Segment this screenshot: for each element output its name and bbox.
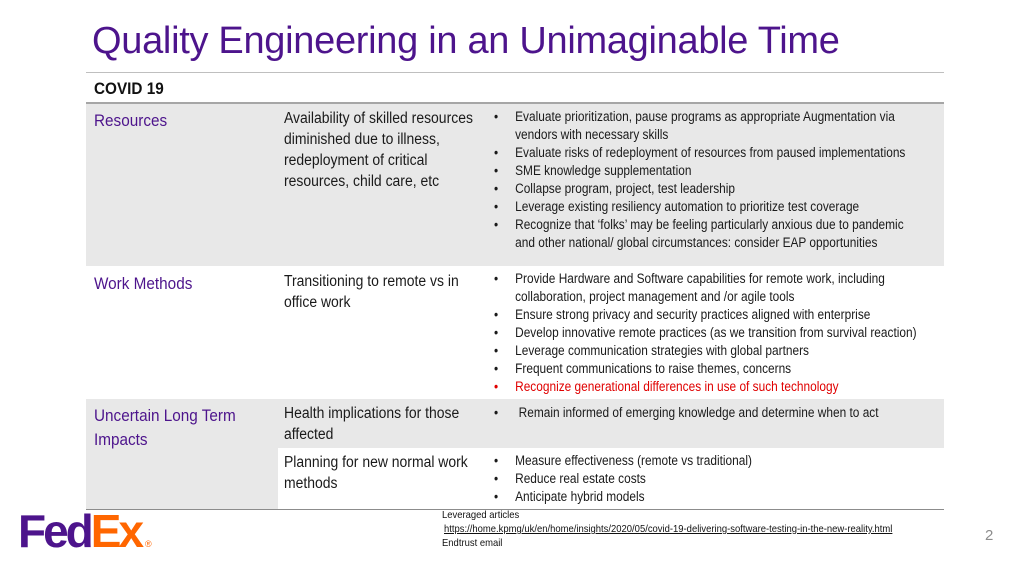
row-issue-resources: Availability of skilled resources diminished due to illness, redeployment of critical resources, child care, etc: [284, 110, 473, 190]
bullet-icon: •: [494, 379, 499, 394]
list-item-highlight: • Recognize generational differences in use of such technology: [494, 379, 839, 394]
action-list-work-methods: [494, 270, 988, 396]
source-link-row: [444, 523, 892, 535]
list-item: • SME knowledge supplementation: [494, 163, 692, 178]
fedex-logo: FedEx ®: [18, 505, 152, 557]
source-note: Endtrust email: [442, 537, 503, 549]
bullet-icon: •: [494, 307, 499, 322]
bullet-icon: •: [494, 271, 499, 286]
row-issue-new-normal: Planning for new normal work methods: [284, 454, 468, 492]
list-item: • Frequent communications to raise themes, concerns: [494, 361, 792, 376]
list-item: • Reduce real estate costs: [494, 471, 646, 486]
title-divider: [86, 72, 944, 73]
row-issue-work-methods: Transitioning to remote vs in office work: [284, 273, 459, 311]
bullet-icon: •: [494, 163, 499, 178]
list-item: • Evaluate risks of redeployment of resources from paused implementations: [494, 145, 906, 160]
bullet-icon: •: [494, 471, 499, 486]
list-item: • Recognize that ‘folks’ may be feeling particularly anxious due to pandemic and other national/ global circumstances: consider EAP opportunities: [494, 217, 904, 250]
action-list-new-normal: [494, 452, 988, 506]
bullet-icon: •: [494, 199, 499, 214]
action-list-resources: [494, 108, 988, 252]
page-number: 2: [985, 527, 994, 544]
row-band-long-term-label: [86, 448, 278, 509]
sources-title: Leveraged articles: [442, 509, 520, 521]
bullet-icon: •: [494, 145, 499, 160]
row-label-resources: Resources: [94, 111, 168, 130]
list-item: • Measure effectiveness (remote vs traditional): [494, 453, 752, 468]
bullet-icon: •: [494, 109, 499, 124]
bullet-icon: •: [494, 453, 499, 468]
bullet-icon: •: [494, 325, 499, 340]
row-label-work-methods: Work Methods: [94, 274, 193, 293]
bullet-icon: •: [494, 217, 499, 232]
list-item: • Leverage existing resiliency automation to prioritize test coverage: [494, 199, 860, 214]
bullet-icon: •: [494, 405, 499, 420]
list-item: • Provide Hardware and Software capabilities for remote work, including collaboration, project management and /or agile tools: [494, 271, 885, 304]
source-link[interactable]: https://home.kpmg/uk/en/home/insights/2020/05/covid-19-delivering-software-testing-in-the-new-reality.html: [444, 523, 893, 535]
list-item: • Remain informed of emerging knowledge and determine when to act: [494, 405, 879, 420]
list-item: • Develop innovative remote practices (as we transition from survival reaction): [494, 325, 917, 340]
action-list-health: [494, 404, 988, 422]
bullet-icon: •: [494, 361, 499, 376]
list-item: • Ensure strong privacy and security practices aligned with enterprise: [494, 307, 871, 322]
bullet-icon: •: [494, 489, 499, 504]
section-header: COVID 19: [94, 79, 164, 98]
list-item: • Leverage communication strategies with global partners: [494, 343, 809, 358]
row-label-long-term: Uncertain Long Term Impacts: [94, 406, 236, 449]
row-issue-health: Health implications for those affected: [284, 405, 460, 443]
list-item: • Evaluate prioritization, pause programs as appropriate Augmentation via vendors with necessary skills: [494, 109, 895, 142]
slide-title: Quality Engineering in an Unimaginable Time: [92, 20, 840, 62]
bullet-icon: •: [494, 181, 499, 196]
list-item: • Collapse program, project, test leadership: [494, 181, 736, 196]
list-item: • Anticipate hybrid models: [494, 489, 645, 504]
bullet-icon: •: [494, 343, 499, 358]
